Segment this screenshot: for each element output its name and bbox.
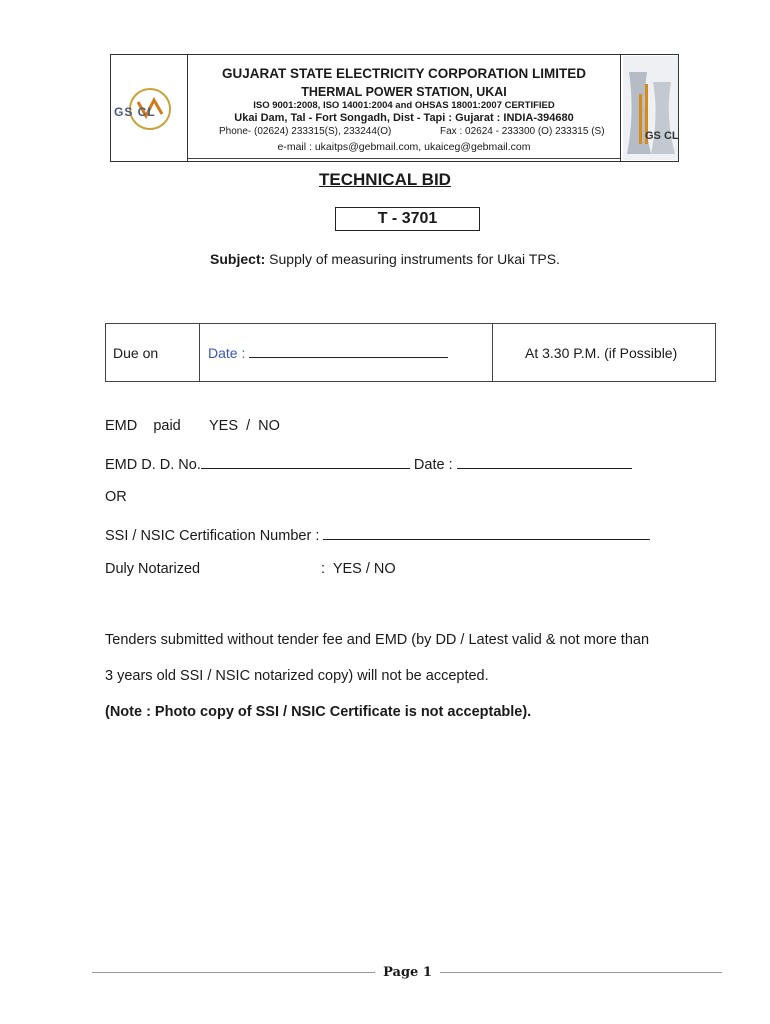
due-table-divider-2 — [492, 323, 493, 382]
letterhead-divider — [188, 158, 620, 159]
emd-date-blank[interactable] — [457, 454, 632, 469]
emd-dd-label: EMD D. D. No. — [105, 457, 201, 473]
emd-date-label: Date : — [413, 457, 453, 473]
emd-paid-label: EMD paid — [105, 418, 181, 434]
ssi-row — [105, 525, 650, 544]
footer-rule-right — [440, 972, 722, 973]
subject-line — [0, 251, 770, 267]
due-label: Due on — [113, 345, 159, 361]
subject-label: Subject: — [210, 251, 266, 267]
phone: Phone- (02624) 233315(S), 233244(O) — [219, 126, 392, 137]
due-table-divider-1 — [199, 323, 200, 382]
or-text: OR — [105, 489, 127, 505]
bid-number-box: T - 3701 — [335, 207, 480, 231]
notarized-options[interactable]: : YES / NO — [321, 561, 396, 577]
cooling-tower-icon — [621, 54, 680, 162]
page-title: TECHNICAL BID — [319, 170, 451, 189]
notice-line-2: 3 years old SSI / NSIC notarized copy) will not be accepted. — [105, 668, 489, 684]
due-time: At 3.30 P.M. (if Possible) — [525, 345, 678, 361]
notice-note: (Note : Photo copy of SSI / NSIC Certificate is not acceptable). — [105, 704, 532, 720]
station-name: THERMAL POWER STATION, UKAI — [301, 85, 507, 99]
certifications: ISO 9001:2008, ISO 14001:2004 and OHSAS 18001:2007 CERTIFIED — [253, 100, 555, 111]
page-number: Page 1 — [383, 965, 432, 980]
footer-rule-left — [92, 972, 375, 973]
logo-text: GS CL — [114, 105, 156, 119]
address: Ukai Dam, Tal - Fort Songadh, Dist - Tapi : Gujarat : INDIA-394680 — [234, 112, 574, 124]
emd-dd-row — [105, 454, 632, 473]
emd-paid-options[interactable]: YES / NO — [209, 418, 280, 434]
notarized-label: Duly Notarized — [105, 561, 201, 577]
due-date-blank[interactable] — [249, 343, 448, 358]
right-image-cell — [620, 54, 679, 162]
due-date-label: Date : — [208, 345, 246, 361]
email: e-mail : ukaitps@gebmail.com, ukaiceg@gebmail.com — [277, 141, 531, 153]
fax: Fax : 02624 - 233300 (O) 233315 (S) — [440, 126, 605, 137]
emd-dd-blank[interactable] — [201, 454, 410, 469]
ssi-label: SSI / NSIC Certification Number : — [105, 528, 320, 544]
notice-line-1: Tenders submitted without tender fee and EMD (by DD / Latest valid & not more than — [105, 632, 650, 648]
due-date-field[interactable] — [208, 343, 448, 361]
ssi-blank[interactable] — [323, 525, 650, 540]
org-name: GUJARAT STATE ELECTRICITY CORPORATION LIMITED — [222, 66, 586, 81]
subject-text: Supply of measuring instruments for Ukai TPS. — [265, 251, 560, 267]
right-logo-text: GS CL — [645, 130, 679, 142]
